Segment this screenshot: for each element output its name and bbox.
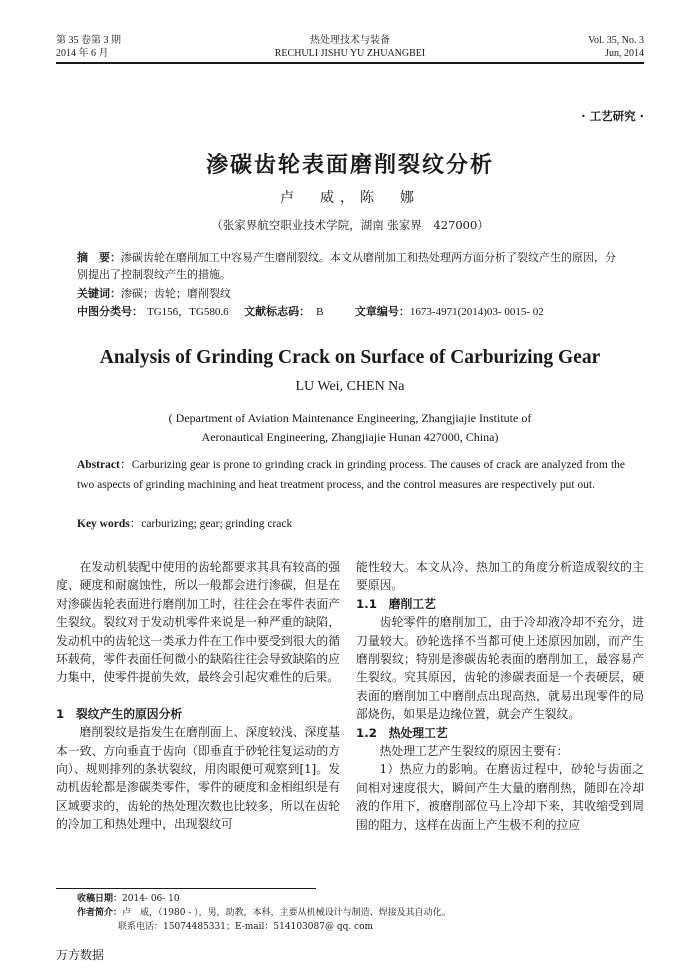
abstract-cn-text: 渗碳齿轮在磨削加工中容易产生磨削裂纹。本文从磨削加工和热处理两方面分析了裂纹产生的原因，分别提出了控制裂纹产生的措施。 — [77, 251, 616, 281]
affiliation-cn: （张家界航空职业技术学院，湖南 张家界 427000） — [211, 218, 489, 232]
section-tag: · 工艺研究 · — [581, 109, 644, 123]
article-no-label: 文章编号： — [354, 305, 410, 318]
abstract-cn — [77, 249, 625, 283]
header-rule — [56, 62, 644, 64]
clc-label: 中图分类号： — [77, 305, 143, 318]
keywords-cn-text: 渗碳；齿轮；磨削裂纹 — [121, 287, 231, 300]
continuation-paragraph: 能性较大。本文从冷、热加工的角度分析造成裂纹的主要原因。 — [356, 560, 644, 593]
abstract-cn-label: 摘 要： — [77, 251, 121, 264]
footnote-received — [77, 893, 397, 906]
subsection-1-2-intro: 热处理工艺产生裂纹的原因主要有： — [379, 744, 569, 759]
classification-line — [77, 303, 625, 321]
body-left-column — [56, 558, 340, 834]
received-value: 2014- 06- 10 — [122, 894, 180, 904]
keywords-en — [77, 515, 292, 531]
authors-en: LU Wei, CHEN Na — [295, 379, 405, 394]
subsection-1-1-paragraph: 齿轮零件的磨削加工，由于冷却液冷却不充分，进刀量较大。砂轮选择不当都可使上述原因加剧，而产生磨削裂纹；特别是渗碳齿轮表面的磨削加工，最容易产生裂纹。究其原因，齿轮的渗碳表面是一个表硬层，硬表面的磨削加工中磨削点出现高热，就易出现零件的局部烧伤，如果是边缘位置，就会产生裂纹。 — [356, 615, 644, 722]
keywords-en-text: ：carburizing; gear; grinding crack — [129, 518, 293, 530]
header-journal-pinyin: RECHULI JISHU YU ZHUANGBEI — [274, 48, 426, 59]
section-1-paragraph: 磨削裂纹是指发生在磨削面上、深度较浅、深度基本一致、方向垂直于齿向（即垂直于砂轮往复运动的方向）、规则排列的条状裂纹，用肉眼便可观察到[1]。发动机齿轮都是渗碳类零件，零件的硬度和金相组织是有区域要求的，齿轮的热处理次数也比较多，所以在齿轮的冷加工和热处理中，出现裂纹可 — [56, 725, 340, 832]
affiliation-en-line1: ( Department of Aviation Maintenance Engineering, Zhangjiajie Institute of — [168, 411, 532, 425]
header-volume-en-line: Vol. 35, No. 3 — [588, 35, 644, 46]
subsection-1-1-heading: 1.1 磨削工艺 — [356, 596, 436, 611]
clc-value: TG156，TG580.6 — [147, 306, 229, 318]
author-bio-text: 卢 威，（1980 - ），男，助教，本科，主要从机械设计与制造、焊接及其自动化。 — [122, 908, 451, 918]
article-no-value: 1673-4971(2014)03- 0015- 02 — [409, 306, 544, 318]
body-right-column — [356, 558, 644, 834]
header-journal-cn: 热处理技术与装备 — [310, 35, 390, 46]
affiliation-en — [0, 409, 700, 447]
footnote-rule — [56, 888, 316, 889]
abstract-en-text: ：Carburizing gear is prone to grinding crack in grinding process. The causes of crack are analyzed from the two aspects of grinding machining and heat treatment process, and the control measures are respectively put out. — [77, 459, 625, 491]
footnote-author — [77, 907, 677, 920]
abstract-en-label: Abstract — [77, 459, 120, 471]
abstract-en — [77, 455, 625, 495]
subsection-1-2-heading: 1.2 热处理工艺 — [356, 725, 448, 740]
header-volume-en — [588, 34, 644, 60]
doc-code-value: B — [316, 306, 324, 318]
header-date: 2014 年 6 月 — [56, 48, 109, 59]
section-1-heading: 1 裂纹产生的原因分析 — [56, 706, 183, 721]
keywords-cn — [77, 285, 625, 302]
keywords-en-label: Key words — [77, 518, 130, 530]
paper-title-en: Analysis of Grinding Crack on Surface of Carburizing Gear — [99, 347, 601, 368]
doc-code-label: 文献标志码： — [244, 305, 311, 318]
paper-title-cn: 渗碳齿轮表面磨削裂纹分析 — [205, 153, 494, 178]
subsection-1-2-item-1: 1）热应力的影响。在磨齿过程中，砂轮与齿面之间相对速度很大，瞬间产生大量的磨削热，随即在冷却液的作用下，被磨削部位马上冷却下来，其收缩受到周围的阻力，这样在齿面上产生极不利的拉应 — [356, 762, 644, 832]
footnote-contact: 联系电话：15074485331；E-mail：514103087@ qq. com — [118, 922, 374, 932]
keywords-cn-label: 关键词： — [77, 287, 121, 300]
author-bio-label: 作者简介： — [77, 908, 123, 918]
intro-paragraph: 在发动机装配中使用的齿轮都要求其具有较高的强度、硬度和耐腐蚀性，所以一般都会进行渗碳，但是在对渗碳齿轮表面进行磨削加工时，往往会在零件表面产生裂纹。裂纹对于发动机零件来说是一种严重的缺陷，发动机中的齿轮这一类承力件在工作中要受到很大的循环载荷，零件表面任何微小的缺陷往往会导致缺陷的应力集中，使零件提前失效，最终会引起灾难性的后果。 — [56, 560, 340, 685]
wanfang-watermark: 万方数据 — [56, 948, 105, 962]
received-label: 收稿日期： — [77, 894, 123, 904]
affiliation-en-line2: Aeronautical Engineering, Zhangjiajie Hunan 427000, China) — [201, 430, 499, 444]
header-volume: 第 35 卷第 3 期 — [56, 35, 121, 46]
authors-cn: 卢 威，陈 娜 — [280, 190, 420, 206]
header-date-en: Jun, 2014 — [605, 48, 644, 59]
